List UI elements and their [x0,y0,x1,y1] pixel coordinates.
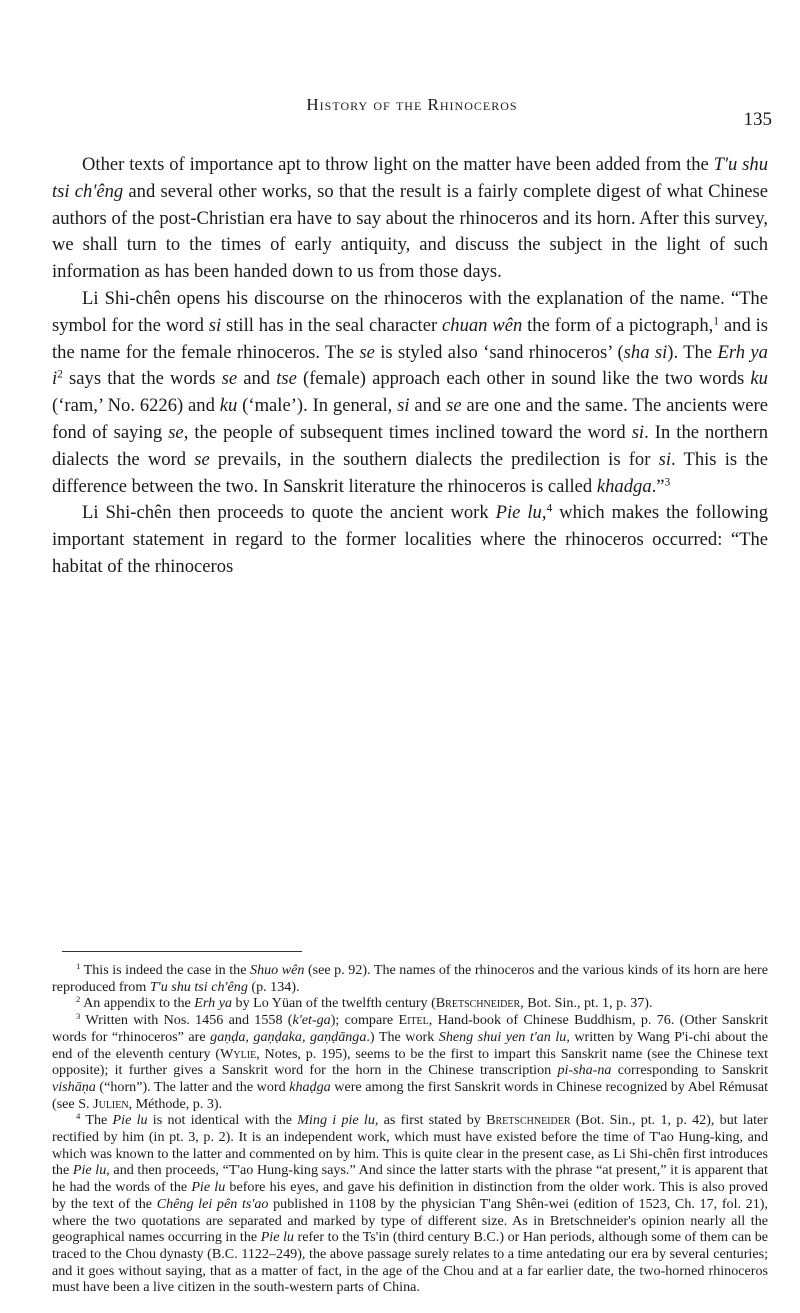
text-italic: se [446,395,462,417]
text: and is the name for the female rhinoceros. The [52,314,768,363]
paragraph-3 [52,500,768,580]
page-number: 135 [743,109,772,130]
footnote-marker: 3 [76,1011,81,1022]
text-italic: se [194,448,210,470]
text: and [237,368,277,390]
text: (‘ram,’ No. 6226) and [52,395,220,417]
author-name: Wylie [220,1045,257,1062]
text-italic: se [359,341,375,363]
text-italic: ku [219,395,238,417]
text: An appendix to the [80,995,195,1012]
text-italic: sha si [623,341,668,363]
text: the form of a pictograph, [522,314,714,336]
text-italic: ku [750,368,768,390]
text-italic: chuan wên [442,314,523,336]
text-italic: khadga [596,475,652,497]
text: (“horn”). The latter and the word [95,1078,290,1095]
text-italic: Pie lu [495,502,542,524]
text: (female) approach each other in sound like the two words [296,368,751,390]
footnote-1 [52,962,768,995]
text-italic: tse [276,368,297,390]
author-name: Eitel [398,1012,429,1029]
footnotes [52,962,768,1296]
text-italic: Erh ya i [52,341,768,390]
text: , written by Wang P'i-chi about the end of the eleventh century ( [52,1028,768,1062]
text: . This is the difference between the two. In Sanskrit literature the rhinoceros is called [52,448,769,497]
text: Li Shi-chên then proceeds to quote the ancient work [82,502,496,524]
text: , the people of subsequent times inclined toward the word [183,421,632,443]
text: .) The work [366,1028,439,1045]
footnote-ref-4[interactable]: 4 [546,503,553,516]
text-italic: Shuo wên [250,962,305,978]
footnote-2 [52,995,768,1012]
text: , Notes, p. 195), seems to be the first to impart this Sanskrit name (see the Chinese text opposite); it further gives a Sanskrit word for the horn in the Chinese transcription [52,1045,768,1079]
paragraph-2 [52,286,768,500]
text-italic: khaḍga [289,1078,331,1095]
text-italic: Ming i pie lu [297,1112,375,1129]
text-italic: si [631,421,645,443]
text: still has in the seal character [221,314,443,336]
text: , and then proceeds, “T'ao Hung-king says.” And since the latter starts with the phrase “at present,” it is apparent that he had the words of the [52,1162,768,1196]
text: , Méthode, p. 3). [128,1095,223,1112]
text: are one and the same. The ancients were fond of saying [52,395,768,443]
text: ). The [667,341,718,363]
text: and [409,395,447,417]
text: corresponding to Sanskrit [611,1062,768,1079]
text: . In the northern dialects the word [52,421,768,470]
text-italic: si [658,448,671,470]
text-italic: T'u shu tsi ch'êng [149,978,248,995]
text-italic: Chêng lei pên ts'ao [156,1195,269,1212]
text: Other texts of importance apt to throw light on the matter have been added from the [82,154,714,175]
text-italic: Pie lu [72,1162,107,1179]
text: published in 1108 by the physician T'ang Shên-wei (edition of 1523, Ch. 17, fol. 21), where the two quotations are separated and marked by type of different size. As in Bretschneider's opinion nearly all the geographical names occurring in the [52,1195,768,1246]
author-name: Julien [93,1095,129,1112]
text-italic: Erh ya [194,995,232,1012]
text: , as first stated by [374,1112,487,1129]
text-italic: k'et-ga [292,1012,331,1029]
text-italic: vishāṇa [52,1078,96,1095]
text: says that the words [62,368,222,390]
footnote-ref-3[interactable]: 3 [664,476,671,489]
text-italic: Pie lu [191,1179,226,1196]
footnote-ref-2[interactable]: 2 [57,369,63,382]
text: The [80,1112,113,1129]
text: which makes the following important statement in regard to the former localities where the rhinoceros occurred: “The habitat of the rhinoceros [52,502,768,577]
footnote-marker: 4 [76,1111,81,1122]
footnote-divider [62,951,302,952]
text: Written with Nos. 1456 and 1558 ( [80,1012,293,1029]
footnote-marker: 2 [76,994,81,1005]
text-italic: si [397,395,410,417]
text-italic: gaṇḍa, gaṇḍaka, gaṇḍānga [210,1028,367,1045]
text: is not identical with the [147,1112,298,1129]
text: before his eyes, and gave his definition in distinction from the older work. This is also proved by the text of the [52,1179,768,1212]
paragraph-1 [52,152,768,286]
text-italic: Pie lu [112,1112,148,1129]
footnote-ref-1[interactable]: 1 [713,315,720,328]
text: were among the first Sanskrit words in Chinese recognized by Abel Rémusat (see S. [52,1078,769,1112]
text: is styled also ‘sand rhinoceros’ ( [374,341,624,363]
footnote-3 [52,1012,768,1112]
footnote-4 [52,1112,768,1296]
main-text [52,152,768,581]
text: (p. 134). [247,978,300,995]
text: prevails, in the southern dialects the predilection is for [209,448,659,470]
text-italic: pi-sha-na [557,1062,612,1079]
text: , Hand-book of Chinese Buddhism, p. 76. (Other Sanskrit words for “rhinoceros” are [52,1012,768,1045]
book-page [52,0,772,1313]
text: (‘male’). In general, [237,395,398,417]
text-italic: Pie lu [260,1229,294,1246]
text: (Bot. Sin., pt. 1, p. 42), but later rectified by him (in pt. 3, p. 2). It is an independent work, which must have existed before the time of T'ao Hung-king, and which was known to the latter and commented on by him. This is quite clear in the present case, as Li Shi-chên first introduces the [52,1112,768,1179]
author-name: Bretschneider [486,1112,571,1129]
text-italic: Sheng shui yen t'an lu [438,1028,567,1045]
text: , Bot. Sin., pt. 1, p. 37). [520,995,653,1012]
text-italic: T'u shu tsi ch'êng [52,154,769,202]
running-title: History of the Rhinoceros [306,95,518,114]
text-italic: se [168,421,184,443]
text: This is indeed the case in the [80,962,251,978]
text: and several other works, so that the result is a fairly complete digest of what Chinese authors of the post-Christian era have to say about the rhinoceros and its horn. After this survey, we shall turn to the times of early antiquity, and discuss the subject in the light of such information as has been handed down to us from those days. [52,180,768,283]
text: refer to the Ts'in (third century B.C.) or Han periods, although some of them can be traced to the Chou dynasty (B.C. 1122–249), the above passage surely relates to a time antedating our era by several centuries; and it goes without saying, that as a matter of fact, in the age of the Chou and at a far earlier date, the two-horned rhinoceros must have been a live citizen in the south-western parts of China. [52,1229,768,1296]
text: .” [651,475,665,497]
author-name: Bretschneider [435,995,521,1012]
text-italic: si [208,314,222,336]
footnote-marker: 1 [76,961,81,972]
text-italic: se [221,368,238,390]
text: Li Shi-chên opens his discourse on the rhinoceros with the explanation of the name. “The symbol for the word [52,287,768,336]
text: ); compare [330,1012,399,1029]
text: by Lo Yüan of the twelfth century ( [232,995,436,1012]
text: , [541,502,547,524]
text: (see p. 92). The names of the rhinoceros and the various kinds of its horn are here reproduced from [52,962,768,995]
